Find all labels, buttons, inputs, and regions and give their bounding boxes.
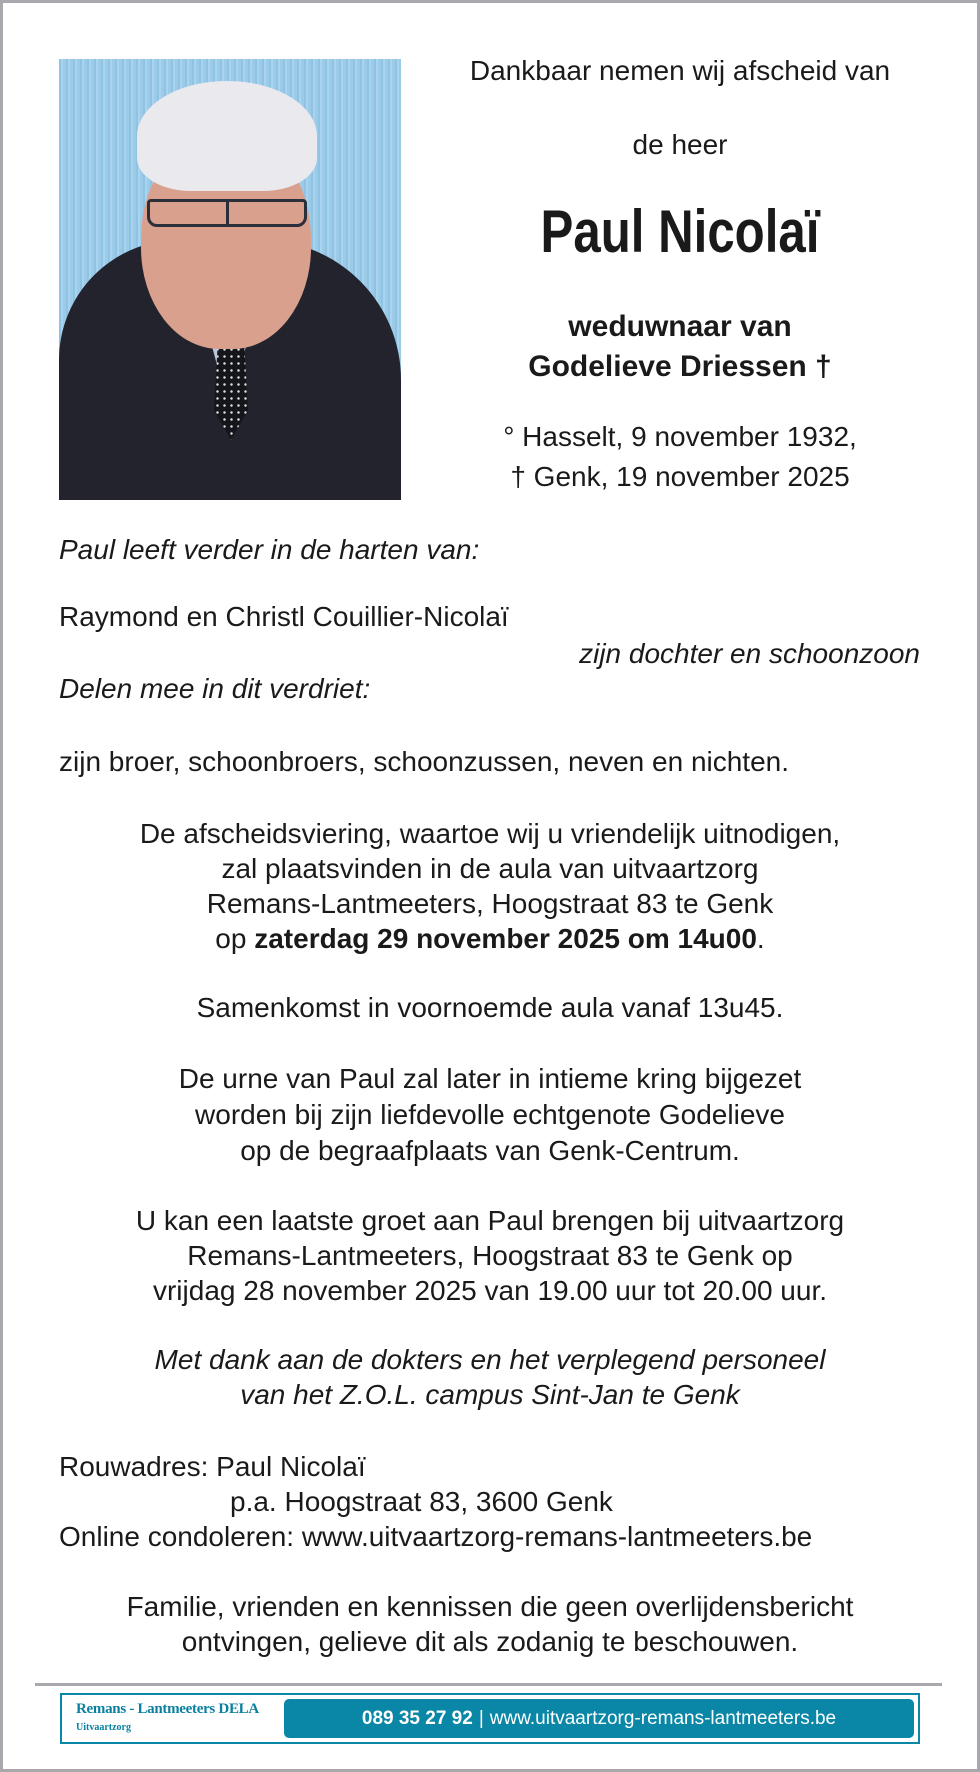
children-relation: zijn dochter en schoonzoon — [579, 638, 920, 669]
visit-line: Remans-Lantmeeters, Hoogstraat 83 te Genk op — [187, 1240, 793, 1271]
photo-hair — [137, 81, 317, 191]
funeral-home-logo: Remans - Lantmeeters DELA — [76, 1701, 259, 1717]
thanks-block — [0, 1342, 980, 1412]
ceremony-line: Remans-Lantmeeters, Hoogstraat 83 te Genk — [206, 888, 774, 919]
spouse-name: Godelieve Driessen † — [528, 350, 832, 383]
website-link[interactable]: www.uitvaartzorg-remans-lantmeeters.be — [489, 1707, 837, 1729]
death-info: † Genk, 19 november 2025 — [510, 461, 850, 492]
widower-label: weduwnaar van — [568, 310, 792, 343]
gathering-text: Samenkomst in voornoemde aula vanaf 13u45. — [196, 992, 784, 1023]
date-bold: zaterdag 29 november 2025 om 14u00 — [254, 923, 757, 954]
funeral-home-subtitle: Uitvaartzorg — [76, 1722, 131, 1733]
relatives-text: zijn broer, schoonbroers, schoonzussen, neven en nichten. — [59, 746, 790, 777]
visit-block — [0, 1203, 980, 1308]
ceremony-line: zal plaatsvinden in de aula van uitvaartzorg — [221, 853, 759, 884]
contact-bar — [284, 1699, 914, 1738]
photo-glasses — [147, 199, 307, 227]
thanks-line: van het Z.O.L. campus Sint-Jan te Genk — [240, 1379, 740, 1410]
children-names: Raymond en Christl Couillier-Nicolaï — [59, 601, 509, 632]
online-condolences: Online condoleren: www.uitvaartzorg-remans-lantmeeters.be — [59, 1521, 813, 1552]
address-line: p.a. Hoogstraat 83, 3600 Genk — [230, 1486, 613, 1517]
urn-block — [0, 1061, 980, 1169]
mourning-address: Rouwadres: Paul Nicolaï — [59, 1451, 366, 1482]
date-prefix: op — [215, 923, 255, 954]
closing-block — [0, 1589, 980, 1659]
visit-line: U kan een laatste groet aan Paul brengen bij uitvaartzorg — [135, 1205, 845, 1236]
ceremony-date — [0, 921, 980, 956]
divider — [35, 1683, 942, 1686]
deceased-name: Paul Nicolaï — [540, 198, 820, 265]
thanks-line: Met dank aan de dokters en het verplegend personeel — [154, 1344, 826, 1375]
closing-line: Familie, vrienden en kennissen die geen overlijdensbericht — [126, 1591, 854, 1622]
phone-number[interactable]: 089 35 27 92 — [361, 1707, 473, 1729]
urn-line: De urne van Paul zal later in intieme kring bijgezet — [178, 1063, 802, 1094]
title-text: de heer — [632, 129, 728, 160]
share-heading: Delen mee in dit verdriet: — [59, 673, 371, 704]
ceremony-line: De afscheidsviering, waartoe wij u vriendelijk uitnodigen, — [139, 818, 841, 849]
funeral-home-banner — [60, 1693, 920, 1744]
birth-info: ° Hasselt, 9 november 1932, — [503, 421, 857, 452]
visit-line: vrijdag 28 november 2025 van 19.00 uur tot 20.00 uur. — [152, 1275, 828, 1306]
closing-line: ontvingen, gelieve dit als zodanig te beschouwen. — [181, 1626, 799, 1657]
portrait-photo — [59, 59, 401, 500]
intro-text: Dankbaar nemen wij afscheid van — [469, 55, 891, 86]
lives-on-heading: Paul leeft verder in de harten van: — [59, 534, 480, 565]
urn-line: worden bij zijn liefdevolle echtgenote Godelieve — [195, 1099, 785, 1130]
urn-line: op de begraafplaats van Genk-Centrum. — [240, 1135, 740, 1166]
ceremony-block — [0, 816, 980, 956]
separator: | — [478, 1707, 484, 1729]
date-suffix: . — [756, 923, 765, 954]
